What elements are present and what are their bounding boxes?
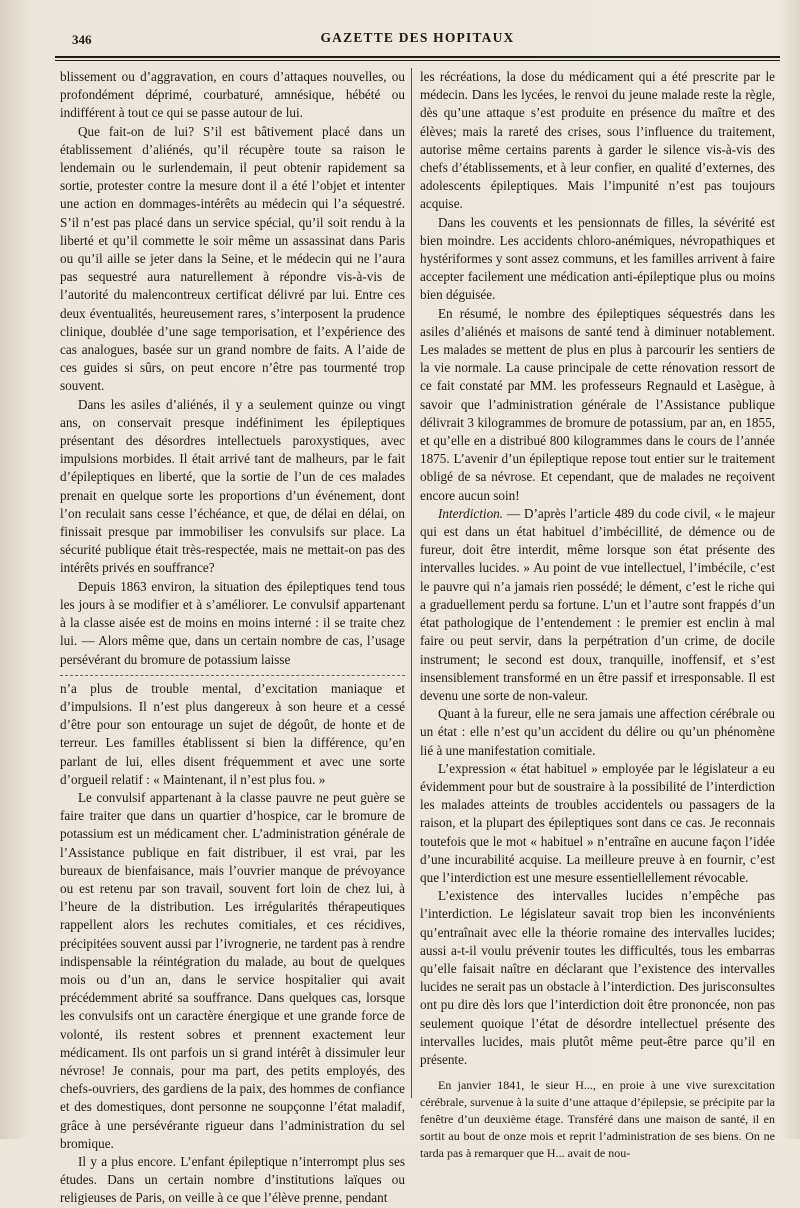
- header-rule-thin: [55, 60, 780, 61]
- section-divider: [60, 675, 405, 676]
- right-column: [420, 68, 775, 1162]
- paragraph: les récréations, la dose du médicament qui a été prescrite par le médecin. Dans les lycées, le renvoi du jeune malade reste la règle, dès qu’une attaque s’est produite en présence du maître et des élèves; mais la rareté des crises, sous l’influence du traitement, autorise même certains parents à garder le silence vis-à-vis des chefs d’établissements, et à leur confier, en qualité d’externes, des adolescents épileptiques. Mais l’impunité n’est pas toujours acquise.: [420, 69, 775, 212]
- paragraph: blissement ou d’aggravation, en cours d’attaques nouvelles, ou profondément déprimé, courbaturé, amnésique, hébété ou indifférent à tout ce qui se passe autour de lui.: [60, 69, 405, 121]
- column-divider: [411, 68, 412, 1098]
- paragraph: L’existence des intervalles lucides n’empêche pas l’interdiction. Le législateur savait trop bien les inconvénients qu’entraînait avec elle la théorie romaine des intervalles lucides; aussi a-t-il voulu prévenir toutes les difficultés, tous les embarras qu’elle faisait naître en déclarant que l’existence des intervalles lucides ne serait pas un obstacle à l’interdiction. Des jurisconsultes ont pu dire dès lors que l’interdiction doit être prononcée, non pas seulement quoique l’état de désordre intellectuel présente des intervalles lucides, mais plutôt même peut-être parce qu’il en présente.: [420, 888, 775, 1067]
- page-number: 346: [72, 32, 92, 47]
- paragraph-text: — D’après l’article 489 du code civil, « le majeur qui est dans un état habituel d’imbécillité, de démence ou de fureur, doit être interdit, même lorsque son état présente des intervalles lucides. » Au point de vue intellectuel, l’imbécile, c’est le pauvre qui n’a jamais rien possédé; le dément, c’est le riche qui a graduellement perdu sa fortune. L’un et l’autre sont frappés d’un état pathologique de l’entendement : le premier est enclin à mal faire ou peut servir, dans la perpétration d’un crime, de docile instrument; le second est doux, tranquille, inoffensif, et s’est insensiblement transformé en un être passif et irresponsable. Il est devenu une sorte de non-valeur.: [420, 505, 776, 703]
- paragraph: n’a plus de trouble mental, d’excitation maniaque et d’impulsions. Il n’est plus dangereux à son heure et a cessé d’être pour son entourage un sujet de dégoût, de honte et de terreur. Les familles établissent si bien la différence, qu’en parlant de lui, elles disent fréquemment et avec une sorte d’orgueil relatif : « Maintenant, il n’est plus fou. »: [60, 680, 405, 787]
- section-heading: Interdiction.: [438, 505, 504, 521]
- left-column: [60, 68, 405, 1208]
- paragraph: Dans les couvents et les pensionnats de filles, la sévérité est bien moindre. Les accidents chloro-anémiques, névropathiques et hystériformes y sont assez communs, et les familles arrivent à faire accepter facilement une médication anti-épileptique plus ou moins bien déguisée.: [420, 214, 775, 303]
- paragraph: Quant à la fureur, elle ne sera jamais une affection cérébrale ou un état : elle n’est qu’un accident du délire ou qu’un phénomène lié à une manifestation comitiale.: [420, 706, 775, 758]
- page-header: [55, 28, 780, 52]
- paragraph: L’expression « état habituel » employée par le législateur a eu évidemment pour but de soustraire à la possibilité de l’interdiction les malades atteints de troubles accidentels ou passagers de la raison, et la plupart des épileptiques sont dans ce cas. Je reconnais toutefois que le mot « habituel » n’entraîne en aucune façon l’idée d’une incurabilité acquise. La meilleure preuve à en fournir, c’est que l’interdiction est une mesure essentiellellement révocable.: [420, 760, 775, 885]
- paragraph: Depuis 1863 environ, la situation des épileptiques tend tous les jours à se modifier et à s’améliorer. Le convulsif appartenant à la classe aisée est de moins en moins interné : il se traite chez lui. — Alors même que, dans un certain nombre de cas, l’usage persévérant du bromure de potassium laisse: [60, 578, 405, 667]
- paragraph: Dans les asiles d’aliénés, il y a seulement quinze ou vingt ans, on conservait presque indéfiniment les épileptiques présentant des désordres intellectuels paroxystiques, avec impulsions morbides. Il était arrivé tant de malheurs, par le fait d’épileptiques en liberté, que la sortie de l’un de ces malades prenait en quelque sorte les proportions d’un événement, dont l’on reculait sans cesse l’échéance, et que, de délai en délai, on finissait presque par immobiliser les convulsifs sur place. La sécurité publique était très-respectée, mais ne mettait-on pas des intérêts privés en souffrance?: [60, 396, 405, 576]
- page-title: GAZETTE DES HOPITAUX: [320, 30, 515, 45]
- paragraph: Il y a plus encore. L’enfant épileptique n’interrompt plus ses études. Dans un certain nombre d’institutions laïques ou religieuses de Paris, on veille à ce que l’élève prenne, pendant: [60, 1153, 405, 1206]
- header-rule: [55, 56, 780, 58]
- case-note: En janvier 1841, le sieur H..., en proie à une vive surexcitation cérébrale, survenue à la suite d’une attaque d’épilepsie, se précipite par la fenêtre d’un deuxième étage. Transféré dans une maison de santé, il en sortit au bout de onze mois et reprit l’administration de ses biens. On ne tarda pas à remarquer que H... avait de nou-: [420, 1078, 775, 1161]
- paragraph: Le convulsif appartenant à la classe pauvre ne peut guère se faire traiter que dans un quartier d’hospice, car le bromure de potassium est un médicament cher. L’administration générale de l’Assistance publique en fait distribuer, il est vrai, par les bureaux de bienfaisance, mais l’ouvrier manque de prévoyance ou est retenu par son travail, souvent fort loin de chez lui, à l’heure de la distribution. Les irrégularités thérapeutiques rappellent alors les rechutes comitiales, et ces récidives, précipitées souvent aussi par l’ivrognerie, ne tardent pas à rendre indispensable la réintégration du malade, au bout de quelques mois ou d’un an, dans le service hospitalier qui avait précédemment abrité sa souffrance. Dans quelques cas, lorsque les convulsifs ont un caractère énergique et une grande force de volonté, ils restent sobres et prennent exactement leur médicament. Ils ont parfois un si grand intérêt à dissimuler leur névrose! Je connais, pour ma part, des petits employés, des chefs-ouvriers, des gardiens de la paix, des hommes de confiance et des domestiques, dont personne ne soupçonne l’état maladif, grâce à une persévérante rigueur dans l’administration du sel bromique.: [60, 789, 405, 1151]
- paragraph: En résumé, le nombre des épileptiques séquestrés dans les asiles d’aliénés et maisons de santé tend à diminuer notablement. Les malades se mettent de plus en plus à parcourir les sentiers de la vie normale. La cause principale de cette rénovation ressort de ce fait constaté par MM. les professeurs Regnauld et Lasègue, à savoir que l’administration générale de l’Assistance publique délivrait 3 kilogrammes de bromure de potassium, par an, en 1855, et qu’elle en a distribué 800 kilogrammes dans le cours de l’année 1875. L’avenir d’un épileptique repose tout entier sur le traitement obligé de sa névrose. Et cependant, que de malades ne reçoivent encore aucun soin!: [420, 305, 775, 503]
- paragraph: Que fait-on de lui? S’il est bâtivement placé dans un établissement d’aliénés, qu’il récupère toute sa raison le lendemain ou le surlendemain, il peut obtenir rapidement sa sortie, protester contre la mesure dont il a été l’objet et intenter une action en dommages-intérêts au médecin qui l’a séquestré. S’il n’est pas placé dans un service spécial, qu’il soit rendu à la liberté et qu’il commette le soir même un assassinat dans Paris ou qu’il aille se jeter dans la Seine, et le médecin qui ne l’aura pas sequestré aura naturellement à répondre vis-à-vis de l’autorité du malencontreux certificat délivré par lui. Entre ces deux éventualités, heureusement rares, s’interposent la prudence clinique, doublée d’une sage temporisation, et l’expérience des cas analogues, basée sur un grand nombre de faits. A l’aide de ces guides si sûrs, on peut encore n’être pas tourmenté trop souvent.: [60, 123, 405, 394]
- paragraph-interdiction: [420, 505, 775, 705]
